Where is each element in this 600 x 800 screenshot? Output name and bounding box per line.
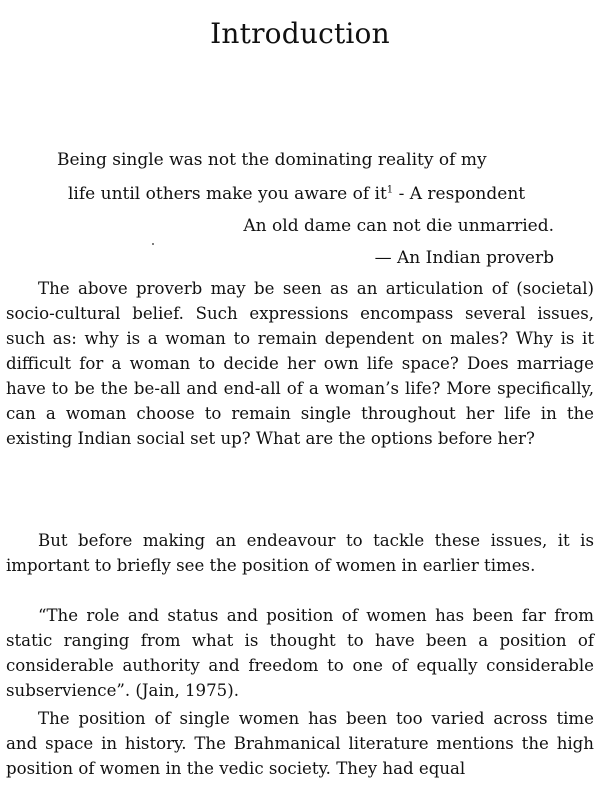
proverb-attribution: — An Indian proverb — [374, 248, 554, 268]
body-paragraph-2: But before making an endeavour to tackle these issues, it is important to briefly see the position of women in earlier times. — [6, 531, 594, 575]
epigraph-respondent-attribution: - A respondent — [393, 184, 526, 204]
proverb-quote: An old dame can not die unmarried. — [243, 216, 554, 236]
epigraph-quote-text: life until others make you aware of it — [68, 184, 387, 204]
chapter-title: Introduction — [210, 17, 390, 50]
epigraph-quote-line-2 — [68, 177, 525, 211]
body-paragraph-1: The above proverb may be seen as an articulation of (societal) socio-cultural belief. Such expressions encompass several issues, such as: why is a woman to remain dependent on males? Why is it difficult for a woman to decide her own life space? Does marriage have to be the be-all and end-all of a woman’s life? More specifically, can a woman choose to remain single throughout her life in the existing Indian social set up? What are the options before her? — [6, 279, 594, 448]
print-speck — [152, 243, 154, 245]
body-paragraph-3: “The role and status and position of women has been far from static ranging from what is thought to have been a position of considerable authority and freedom to one of equally considerable subservience”. (Jain, 1975). — [6, 606, 594, 700]
footnote-marker: 1 — [386, 184, 394, 196]
epigraph-quote-line-1: Being single was not the dominating reality of my — [57, 150, 487, 170]
body-paragraph-4: The position of single women has been too varied across time and space in history. The Brahmanical literature mentions the high position of women in the vedic society. They had equal — [6, 709, 594, 778]
